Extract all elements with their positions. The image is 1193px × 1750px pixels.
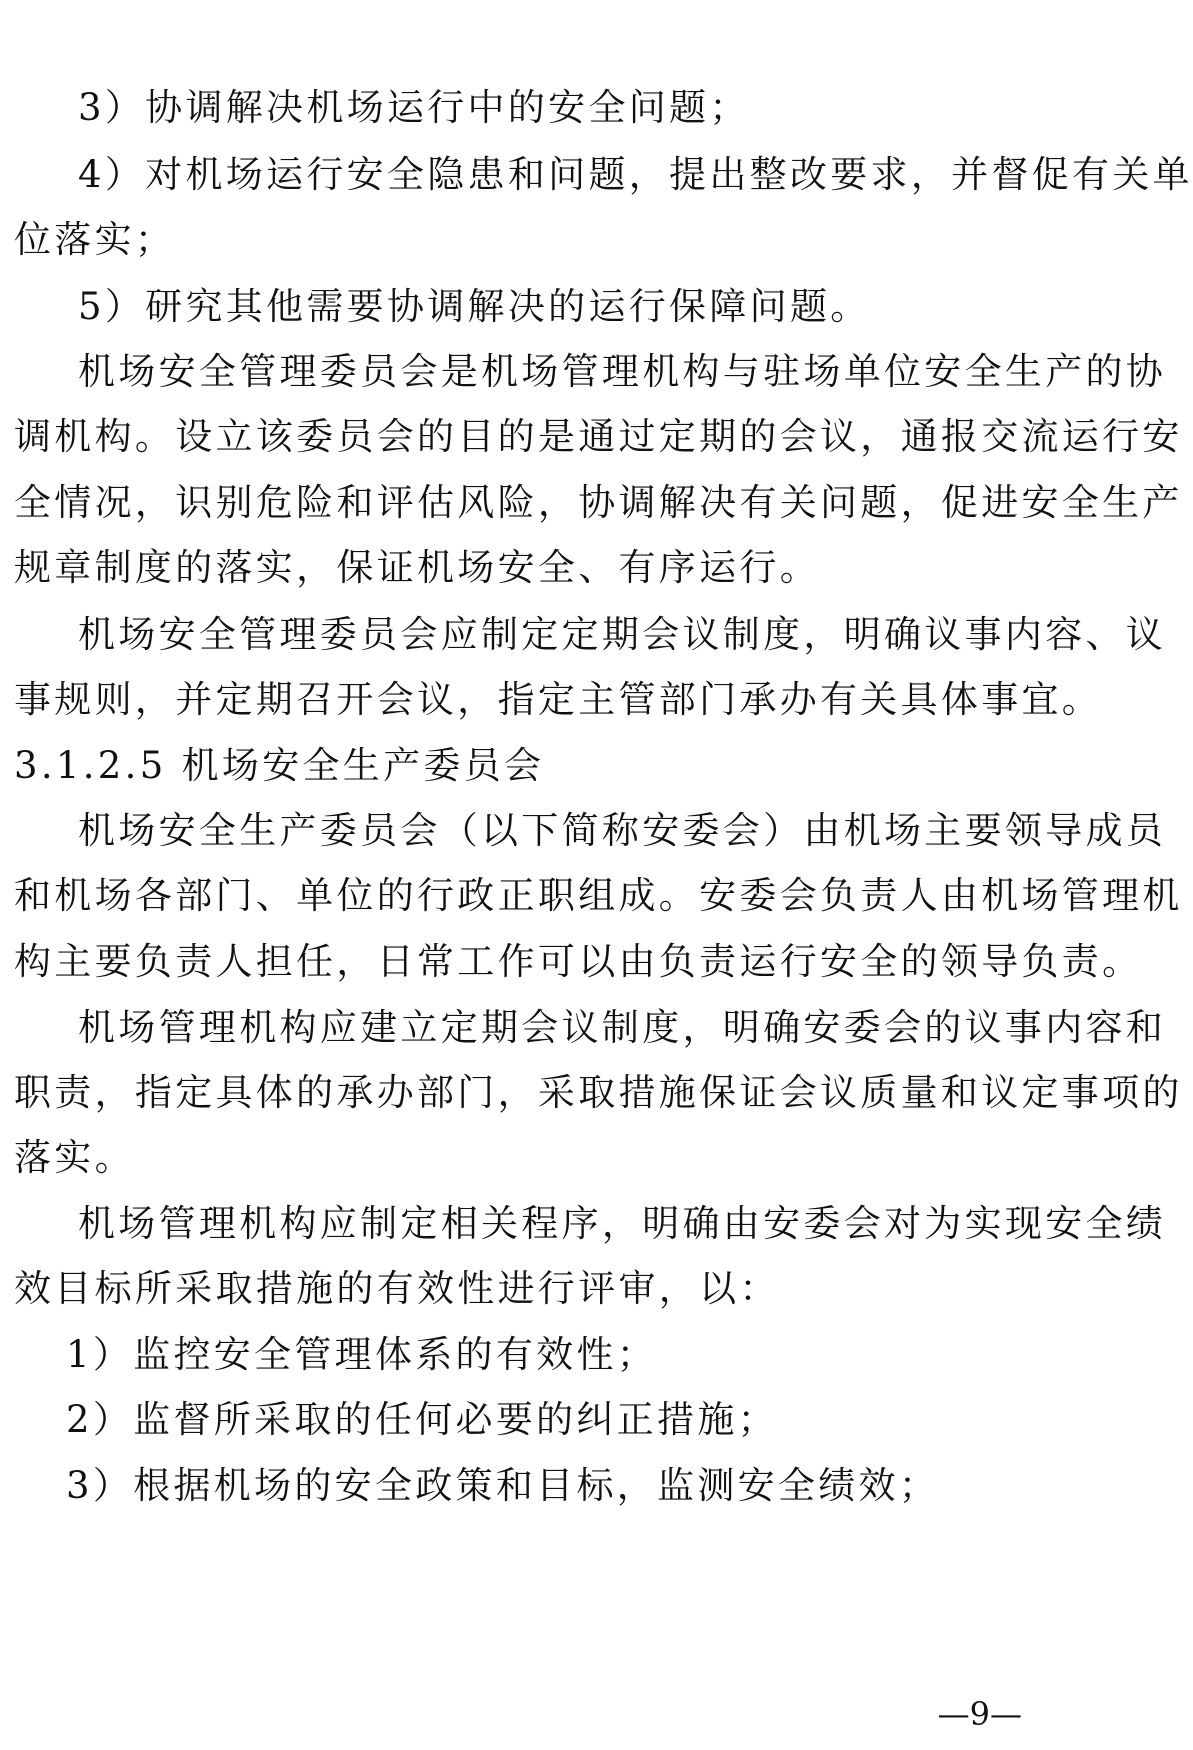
paragraph-line: 位落实；: [14, 218, 176, 261]
paragraph-line: 机场管理机构应建立定期会议制度，明确安委会的议事内容和: [78, 1006, 1167, 1049]
paragraph-line: 落实。: [14, 1136, 135, 1179]
paragraph-line: 构主要负责人担任，日常工作可以由负责运行安全的领导负责。: [14, 940, 1143, 983]
paragraph-line: 规章制度的落实，保证机场安全、有序运行。: [14, 546, 820, 589]
list-item: 3）根据机场的安全政策和目标，监测安全绩效；: [66, 1464, 940, 1507]
paragraph-line: 效目标所采取措施的有效性进行评审，以：: [14, 1267, 780, 1310]
paragraph-line: 全情况，识别危险和评估风险，协调解决有关问题，促进安全生产: [14, 481, 1183, 524]
paragraph-line: 机场安全管理委员会是机场管理机构与驻场单位安全生产的协: [78, 350, 1167, 393]
paragraph-line: 和机场各部门、单位的行政正职组成。安委会负责人由机场管理机: [14, 874, 1183, 917]
paragraph-line: 机场安全管理委员会应制定定期会议制度，明确议事内容、议: [78, 613, 1167, 656]
paragraph-line: 职责，指定具体的承办部门，采取措施保证会议质量和议定事项的: [14, 1071, 1183, 1114]
list-item: 2）监督所采取的任何必要的纠正措施；: [66, 1398, 778, 1441]
list-item: 1）监控安全管理体系的有效性；: [66, 1333, 658, 1376]
paragraph-line: 调机构。设立该委员会的目的是通过定期的会议，通报交流运行安: [14, 415, 1183, 458]
paragraph-line: 机场管理机构应制定相关程序，明确由安委会对为实现安全绩: [78, 1202, 1167, 1245]
list-item: 3）协调解决机场运行中的安全问题；: [78, 86, 750, 129]
list-item: 4）对机场运行安全隐患和问题，提出整改要求，并督促有关单: [78, 153, 1193, 196]
page-number: —9—: [937, 1695, 1022, 1733]
paragraph-line: 事规则，并定期召开会议，指定主管部门承办有关具体事宜。: [14, 678, 1103, 721]
list-item: 5）研究其他需要协调解决的运行保障问题。: [78, 285, 871, 328]
paragraph-line: 机场安全生产委员会（以下简称安委会）由机场主要领导成员: [78, 809, 1167, 852]
section-heading: 3.1.2.5 机场安全生产委员会: [14, 744, 545, 787]
